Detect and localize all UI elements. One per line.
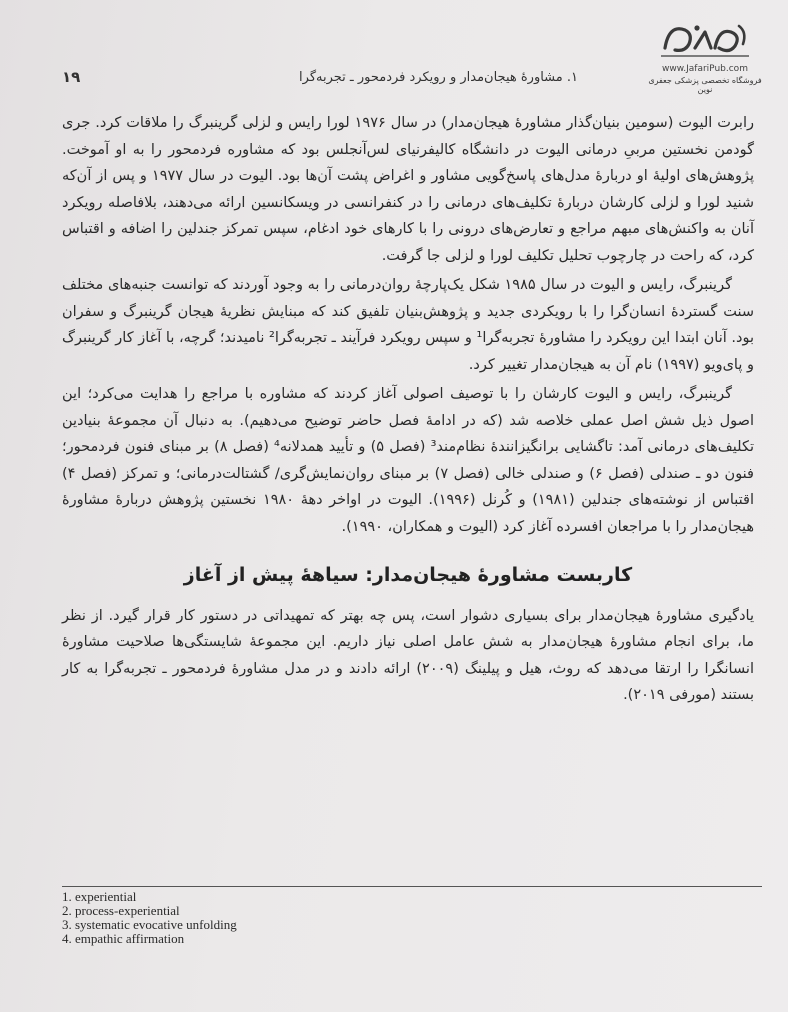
main-text bbox=[62, 110, 754, 709]
paragraph-2: گرینبرگ، رایس و الیوت در سال ۱۹۸۵ شکل یک‌پارچهٔ روان‌درمانی را به وجود آوردند که توانست جنبه‌های مختلف سنت گستردهٔ انسان‌گرا را با رویکردی جدید و پژوهش‌بنیان تلفیق کند که مبنایش نظریهٔ هیجان گرینبرگ و سفران بود. آنان ابتدا این رویکرد را مشاورهٔ تجربه‌گرا¹ و سپس رویکرد فرآیند ـ تجربه‌گرا² نامیدند؛ گرچه، با آغاز کار گرینبرگ و پای‌ویو (۱۹۹۷) نام آن به هیجان‌مدار تغییر کرد. bbox=[62, 277, 754, 373]
footnote-1: 1. experiential bbox=[62, 889, 137, 904]
section-heading: کاربست مشاورهٔ هیجان‌مدار: سیاههٔ پیش از آغاز bbox=[183, 564, 633, 586]
paragraph-1: رابرت الیوت (سومین بنیان‌گذار مشاورهٔ هیجان‌مدار) در سال ۱۹۷۶ لورا رایس و لزلی گرینبرگ را ملاقات کرد. جری گودمن نخستین مربیِ درمانی الیوت در دانشگاه کالیفرنیای لس‌آنجلس بود که مشاوره فردمحور را به او آموخت. پژوهش‌های اولیهٔ او دربارهٔ مدل‌های پاسخ‌گویی مشاور و اغراض پشت آن‌ها بود. الیوت در سال ۱۹۷۷ و پس از آن‌که شنید لورا و لزلی کارشان دربارهٔ تکلیف‌های درمانی را در کنفرانسی در ویسکانسین ارائه می‌دهند، بلافاصله رویکرد آنان به واکنش‌های مبهم مراجع و تعارض‌های درونی را با کارهای خود ادغام، سپس تمرکز جندلین را اضافه و اقتباس کرد، که راحت در چارچوب تحلیل تکلیف لورا و لزلی جا گرفت. bbox=[62, 115, 754, 264]
paragraph-3: گرینبرگ، رایس و الیوت کارشان را با توصیف اصولی آغاز کردند که مشاوره با مراجع را هدایت می‌کرد؛ این اصول ذیل شش اصل عملی خلاصه شد (که در ادامهٔ فصل حاضر توضیح می‌دهیم). به دنبال آن مجموعهٔ بنیادین تکلیف‌های درمانی آمد: تاگشایی برانگیزانندهٔ نظام‌مند³ (فصل ۵) و تأیید همدلانه⁴ (فصل ۸) بر مبنای فنون فردمحور؛ فنون دو ـ صندلی (فصل ۶) و صندلی خالی (فصل ۷) بر مبنای روان‌نمایش‌گری/ گشتالت‌درمانی؛ و تمرکز (فصل ۴) اقتباس از نوشته‌های جندلین (۱۹۸۱) و کُرنل (۱۹۹۶). الیوت در اواخر دههٔ ۱۹۸۰ نخستین پژوهش دربارهٔ مشاورهٔ هیجان‌مدار را با مراجعان افسرده آغاز کرد (الیوت و همکاران، ۱۹۹۰). bbox=[62, 386, 755, 535]
section-paragraph: یادگیری مشاورهٔ هیجان‌مدار برای بسیاری دشوار است، پس چه بهتر که تمهیداتی در دستور کار قرار گیرد. از نظر ما، برای انجام مشاورهٔ هیجان‌مدار به شش عامل اصلی نیاز داریم. این مجموعهٔ شایستگی‌ها صلاحیت مشاورهٔ انسانگرا را ارتقا می‌دهد که روث، هیل و پیلینگ (۲۰۰۹) ارائه دادند و در مدل مشاورهٔ فردمحور ـ تجربه‌گرا به کار بستند (مورفی ۲۰۱۹). bbox=[62, 607, 754, 703]
running-header bbox=[62, 68, 578, 90]
publisher-tagline: فروشگاه تخصصی پزشکی جعفری نوین bbox=[648, 76, 762, 94]
footnote-4: 4. empathic affirmation bbox=[62, 931, 185, 946]
chapter-title: ۱. مشاورهٔ هیجان‌مدار و رویکرد فردمحور ـ تجربه‌گرا bbox=[299, 70, 578, 85]
footnote-2: 2. process-experiential bbox=[62, 903, 180, 918]
footnotes bbox=[62, 886, 762, 946]
jafari-logo-icon bbox=[659, 18, 751, 62]
publisher-url[interactable]: www.JafariPub.com bbox=[662, 64, 748, 74]
publisher-logo bbox=[640, 18, 770, 98]
page-number: ۱۹ bbox=[62, 68, 81, 86]
footnote-3: 3. systematic evocative unfolding bbox=[62, 917, 237, 932]
